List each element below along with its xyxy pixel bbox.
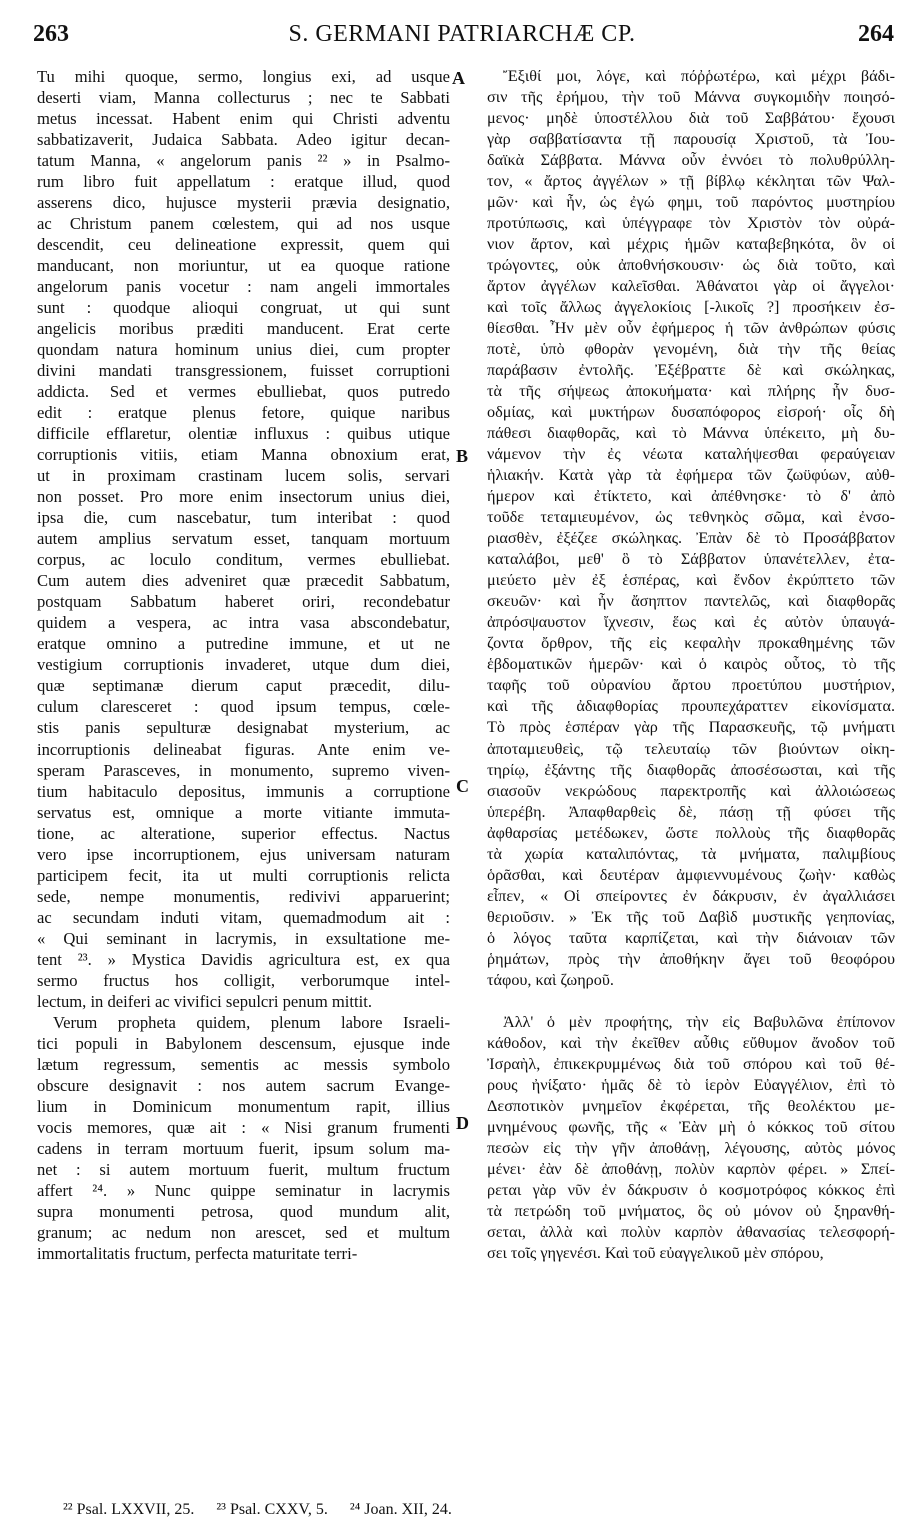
text-line: μῶν· καὶ ἦν, ὡς ἐγώ φημι, τοῦ παρόντος μυστηρίου	[487, 193, 895, 212]
text-line: ρους ἠνίξατο· ἡμᾶς δὲ τὸ ἱερὸν Εὐαγγέλιον, ἐπὶ τὸ	[487, 1075, 895, 1094]
text-line: ac Christum panem cœlestem, qui ad nos usque	[37, 214, 450, 234]
text-line: Ἰσραὴλ, ἐπικεκρυμμένως διὰ τοῦ σπόρου καὶ τοῦ θέ-	[487, 1054, 895, 1073]
text-line: ῥημάτων, πρὸς τὴν ἀποθήκην ἄγει τοῦ θεοφόρου	[487, 949, 895, 968]
text-line: speram Parasceves, in monumento, supremo viven-	[37, 760, 450, 780]
text-line: νιον ἄρτον, καὶ μέχρις ἡμῶν καταβεβηκότα, ὃν οἱ	[487, 235, 895, 254]
text-line: eratque omnino a putredine immune, et ut ne	[37, 634, 450, 654]
text-line: supra monumenti petrosa, quod mundum alit,	[37, 1201, 450, 1221]
text-line: net : si autem mortuum fuerit, multum fructum	[37, 1159, 450, 1179]
text-line: tici populi in Babylonem descensum, ejusque inde	[37, 1033, 450, 1053]
text-line: cadens in terram mortuum fuerit, ipsum solum ma-	[37, 1138, 450, 1158]
text-line: ταφῆς τοῦ οὐρανίου ἄρτου προετύπου μυστήριον,	[487, 676, 895, 695]
text-line: corruptionis vitiis, etiam Manna obnoxium erat,	[37, 445, 450, 465]
text-line: quondam natura hominum unius diei, cum propter	[37, 340, 450, 360]
margin-letter-a: A	[452, 68, 465, 88]
text-line: lætum regressum, sementis ac messis symbolo	[37, 1054, 450, 1074]
text-line: ipsa die, cum nascebatur, tum interibat : quod	[37, 508, 450, 528]
text-line: granum; ac nedum non arescet, sed et multum	[37, 1222, 450, 1242]
text-line: corpus, ac loculo conditum, vermes ebulliebat.	[37, 550, 450, 570]
text-line: δαϊκὰ Σάββατα. Μάννα οὖν ἐννόει τὸ πολυθρύλλη-	[487, 151, 895, 170]
text-line: σιν τῆς ἐρήμου, τὴν τοῦ Μάννα συγκομιδὴν ποιησό-	[487, 88, 895, 107]
text-line: quidem a vespera, ac intra vasa abscondebatur,	[37, 613, 450, 633]
text-line: τὰ τῆς σήψεως ἀποκυήματα· καὶ πλήρης ἦν δυσ-	[487, 382, 895, 401]
margin-letter-c: C	[456, 776, 469, 796]
text-line: ποτὲ, ὑπὸ φθορὰν γενομένη, διὰ τὴν τῆς θείας	[487, 340, 895, 359]
text-line: τρώγοντες, οὐκ ἀποθνήσκουσιν· ὡς διὰ τοῦτο, καὶ	[487, 256, 895, 275]
footnotes	[63, 1500, 470, 1520]
footnote: ²³ Psal. CXXV, 5.	[216, 1501, 328, 1518]
text-line: οδμίας, καὶ μυκτήρων δυσαπόφορος εἰσροή· οἷς δὴ	[487, 403, 895, 422]
text-line: Cum autem dies adveniret quæ præcedit Sabbatum,	[37, 571, 450, 591]
text-line: ἄρτον ἀγγέλων καλεῖσθαι. Ἀθάνατοι γὰρ οἱ ἄγγελοι·	[487, 277, 895, 296]
text-line: sabbatizaverit, Judaica Sabbata. Adeo igitur decan-	[37, 130, 450, 150]
text-line: vocis memores, quæ ait : « Nisi granum frumenti	[37, 1117, 450, 1137]
text-line: tatum Manna, « angelorum panis ²² » in Psalmo-	[37, 151, 450, 171]
text-line: μιεύετο μὲν ἐξ ἑσπέρας, καὶ ἔνδον ἐκρύπτετο τῶν	[487, 571, 895, 590]
text-line: Ἀλλ' ὁ μὲν προφήτης, τὴν εἰς Βαβυλῶνα ἐπίπονον	[503, 1012, 895, 1031]
text-line: tium habitaculo depositus, immunis a corruptione	[37, 781, 450, 801]
text-line: divini mandati transgressionem, fuisset corruptioni	[37, 361, 450, 381]
page-number-left: 263	[33, 21, 69, 47]
text-line: ἀφθαρσίας μετέδωκεν, ὥστε πολλοὺς τῆς διαφθορᾶς	[487, 823, 895, 842]
text-line: Δεσποτικὸν μνημεῖον ἐκφέρεται, τῆς θεολέκτου με-	[487, 1096, 895, 1115]
text-line: καὶ τῆς ἀδιαφθορίας προυπεχάραττεν εἰκονίσματα.	[487, 697, 895, 716]
text-line: θίεσθαι. Ἦν μὲν οὖν ἐφήμερος ἡ τῶν ἀνθρώπων φύσις	[487, 319, 895, 338]
text-line: quæ septimanæ dierum caput præcedit, dilu-	[37, 676, 450, 696]
text-line: tione, ac alteratione, superior effectus. Nactus	[37, 823, 450, 843]
text-line: γὰρ σαββατίσαντα τῇ παρουσίᾳ Χριστοῦ, τὰ Ἰου-	[487, 130, 895, 149]
text-line: μνημένους φωνῆς, τῆς « Ἐὰν μὴ ὁ κόκκος τοῦ σίτου	[487, 1117, 895, 1136]
text-line: καταλάβοι, μεθ' ὃ τὸ Σάββατον ὑπανέτελλεν, ἐτα-	[487, 550, 895, 569]
text-line: σεται, ἀλλὰ καὶ πολὺν καρπὸν ἀθανασίας τελεσφορή-	[487, 1222, 895, 1241]
text-line: « Qui seminant in lacrymis, in exsultatione me-	[37, 928, 450, 948]
text-line: πάθεσι διαφθορᾶς, καὶ τὸ Μάννα ὑπέκειτο, μὴ δυ-	[487, 424, 895, 443]
text-line: vero ipse incorruptionem, ejus universam naturam	[37, 844, 450, 864]
text-line: affert ²⁴. » Nunc quippe seminatur in lacrymis	[37, 1180, 450, 1200]
text-line: ἡλιακήν. Κατὰ γὰρ τὰ ἐφήμερα τῶν ζωϋφύων, αὐθ-	[487, 466, 895, 485]
text-line: incorruptionis delineabat figuras. Ante enim ve-	[37, 739, 450, 759]
text-line: ut in proximam crastinam lucem solis, servari	[37, 466, 450, 486]
text-line: ac secundam induti vitam, quemadmodum ait :	[37, 907, 450, 927]
text-line: κάθοδον, καὶ τὴν ἐκεῖθεν αὖθις εὔθυμον ἄνοδον τοῦ	[487, 1033, 895, 1052]
text-line: ὁρᾶσθαι, καὶ δευτέραν ἀμφιεννυμένους ζωὴν· καθὼς	[487, 865, 895, 884]
text-line: non posset. Pro more enim insectorum unius diei,	[37, 487, 450, 507]
text-line: obscure designavit : nos autem sacrum Evange-	[37, 1075, 450, 1095]
text-line: ριασθὲν, ἐξέζεε σκώληκας. Ἐπὰν δὲ τὸ Προσάββατον	[487, 529, 895, 548]
text-line: νάμενον τὴν ἐς νέωτα καταλήψεσθαι φεραύγειαν	[487, 445, 895, 464]
paragraph-gap	[487, 991, 895, 1012]
text-line: servatus est, omnique a morte vitiante immuta-	[37, 802, 450, 822]
greek-column	[487, 66, 895, 1264]
text-line: θεριοῦσιν. » Ἐκ τῆς τοῦ Δαβὶδ μυστικῆς γεηπονίας,	[487, 907, 895, 926]
text-line: lectum, in deiferi ac vivifici sepulcri penum mittit.	[37, 991, 373, 1011]
page-number-right: 264	[858, 21, 894, 47]
text-line: προτύπωσις, καὶ ὑπέγγραφε τὸν Χριστὸν τὸν οὐρά-	[487, 214, 895, 233]
text-line: participem fecit, ita ut multi corruptionis relicta	[37, 865, 450, 885]
text-line: παράβασιν ἐντολῆς. Ἐξέβραττε δὲ καὶ σκώληκας,	[487, 361, 895, 380]
text-line: asserens dico, hujusce mysterii prævia designatio,	[37, 193, 450, 213]
text-line: deserti viam, Manna collecturus ; nec te Sabbati	[37, 88, 450, 108]
text-line: Verum propheta quidem, plenum labore Israeli-	[53, 1012, 450, 1032]
text-line: culum claresceret : quod ipsum tempus, cœle-	[37, 697, 450, 717]
text-line: lium in Dominicum monumentum rapit, illius	[37, 1096, 450, 1116]
text-line: difficile efflaretur, olentiæ influxus : quibus utique	[37, 424, 450, 444]
text-line: sede, nempe monumentis, redivivi apparuerint;	[37, 886, 450, 906]
text-line: τὰ πετρώδη τοῦ μνήματος, ὃς οὐ μόνον οὐ ξηρανθή-	[487, 1201, 895, 1220]
margin-letter-b: B	[456, 446, 469, 466]
text-line: πεσὼν εἰς τὴν γῆν ἀποθάνῃ, λέγουσης, αὐτὸς μόνος	[487, 1138, 895, 1157]
text-line: autem amplius servatum esset, tanquam mortuum	[37, 529, 450, 549]
text-line: τοῦδε τεταμιευμένον, ὡς τεθνηκὸς σῶμα, καὶ ἐνσο-	[487, 508, 895, 527]
text-line: postquam Sabbatum haberet oriri, recondebatur	[37, 592, 450, 612]
text-line: sermo fructus hos colligit, verborumque intel-	[37, 970, 450, 990]
text-line: ρεται γὰρ νῦν ἐν δάκρυσιν ὁ κοσμοτρόφος κόκκος ἐπὶ	[487, 1180, 895, 1199]
text-line: ὁ λόγος ταῦτα καρπίζεται, καὶ τὴν διάνοιαν τῶν	[487, 928, 895, 947]
text-line: ἑβδοματικῶν ἡμερῶν· καὶ ὁ καιρὸς οὗτος, τὸ τῆς	[487, 655, 895, 674]
text-line: tent ²³. » Mystica Davidis agricultura est, ex qua	[37, 949, 450, 969]
text-line: addicta. Sed et vermes ebulliebat, quos putredo	[37, 382, 450, 402]
text-line: ἀποταμιευθεὶς, τῷ τελευταίῳ τῶν βιούντων οἰκη-	[487, 739, 895, 758]
footnote: ²⁴ Joan. XII, 24.	[349, 1501, 452, 1518]
running-title: S. GERMANI PATRIARCHÆ CP.	[288, 21, 636, 47]
text-line: καὶ τοῖς ἄλλως ἀγγελοκίοις [-λικοῖς ?] προσήκειν ἐσ-	[487, 298, 895, 317]
text-line: rum libro fuit appellatum : eratque illud, quod	[37, 172, 450, 192]
text-line: τάφου, καὶ ζωηροῦ.	[487, 970, 614, 989]
text-line: μενος· μηδὲ ὑποστέλλου διὰ τοῦ Σαββάτου· ἔχουσι	[487, 109, 895, 128]
text-line: Τὸ πρὸς ἑσπέραν γὰρ τῆς Παρασκευῆς, τῷ μνήματι	[487, 718, 895, 737]
text-line: stis panis sepulturæ designabat mysterium, ac	[37, 718, 450, 738]
text-line: τὰ χωρία καταλιπόντας, τὰ μνήματα, παλιμβίους	[487, 844, 895, 863]
text-line: vestigium corruptionis invaderet, utque dum diei,	[37, 655, 450, 675]
text-line: ήμερον καὶ ἐτίκτετο, καὶ ἀπέθνησκε· τὸ δ' ἀπὸ	[487, 487, 895, 506]
text-line: edit : eratque plenus fetore, quique naribus	[37, 403, 450, 423]
text-line: μένει· ἐὰν δὲ ἀποθάνῃ, πολὺν καρπὸν φέρει. » Σπεί-	[487, 1159, 895, 1178]
text-line: τον, « ἄρτος ἀγγέλων » τῇ βίβλῳ κέκληται τῶν Ψαλ-	[487, 172, 895, 191]
text-line: σιασοῦν νεκρώδους παρεκτροπῆς καὶ ἀλλοιώσεως	[487, 781, 895, 800]
text-line: immortalitatis fructum, perfecta maturitate terri-	[37, 1243, 358, 1263]
text-line: σκευῶν· καὶ ἦν ἄσηπτον παντελῶς, καὶ διαφθορᾶς	[487, 592, 895, 611]
text-line: descendit, ceu delineatione expressit, quem qui	[37, 235, 450, 255]
text-line: angelicis moribus præditi manducent. Erat certe	[37, 319, 450, 339]
text-line: sunt : quodque alioqui congruat, ut qui sunt	[37, 298, 450, 318]
margin-letter-d: D	[456, 1113, 469, 1133]
text-line: manducant, non moriuntur, ut ea quoque ratione	[37, 256, 450, 276]
footnote: ²² Psal. LXXVII, 25.	[63, 1501, 195, 1518]
text-line: metus incessat. Habent enim qui Christi adventu	[37, 109, 450, 129]
text-line: Tu mihi quoque, sermo, longius exi, ad usque	[37, 67, 450, 86]
text-line: τηρίῳ, ἐξάντης τῆς διαφθορᾶς ἀποσέσωσται, καὶ τῆς	[487, 760, 895, 779]
text-line: ὑπερέβη. Ἀπαφθαρθεὶς δὲ, πάσῃ τῇ φύσει τῆς	[487, 802, 895, 821]
latin-column	[37, 66, 450, 1264]
text-line: Ἔξιθί μοι, λόγε, καὶ πόῤῥωτέρω, καὶ μέχρι βάδι-	[503, 67, 895, 85]
text-line: σει τοῖς γηγενέσι. Καὶ τοῦ εὐαγγελικοῦ μὲν σπόρου,	[487, 1243, 824, 1262]
text-line: εἶπεν, « Οἱ σπείροντες ἐν δάκρυσιν, ἐν ἀγαλλιάσει	[487, 886, 895, 905]
text-line: angelorum panis vocetur : nam angeli immortales	[37, 277, 450, 297]
text-line: ἀπρόσψαυστον ἴχνεσιν, ἕως καὶ ἐς αὐτὸν ὑπαυγά-	[487, 613, 895, 632]
text-line: ζοντα ὄρθρον, τῆς εἰς κεφαλὴν προκαθημένης τῶν	[487, 634, 895, 653]
